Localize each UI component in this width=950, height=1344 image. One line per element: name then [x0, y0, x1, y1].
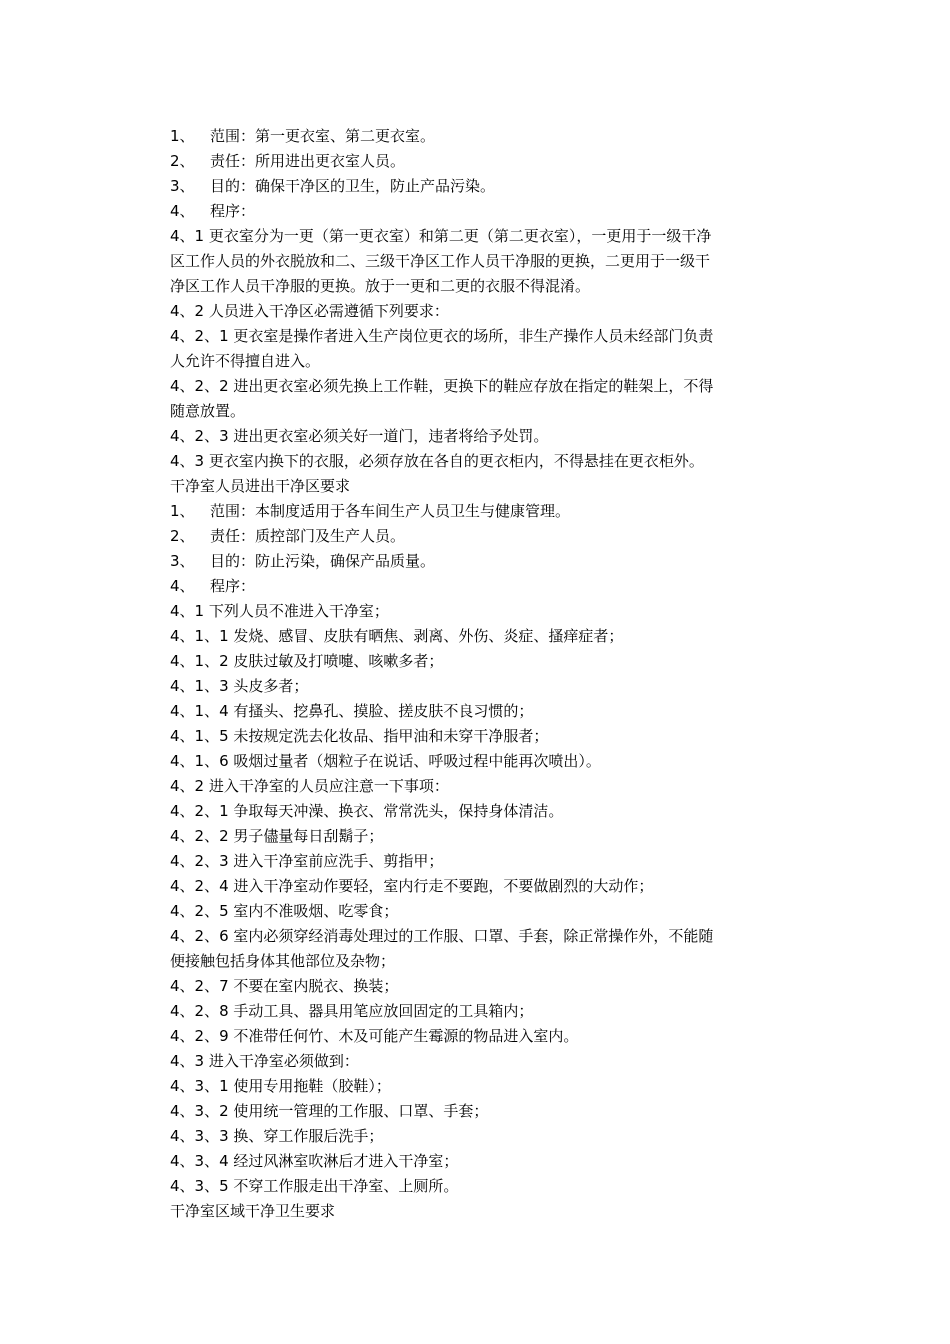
paragraph-line: 人允许不得擅自进入。 — [170, 352, 321, 370]
paragraph-line: 4、2、9 不准带任何竹、木及可能产生霉源的物品进入室内。 — [170, 1027, 579, 1045]
item-number: 1、 — [170, 502, 195, 520]
paragraph-line: 4、2、1 争取每天冲澡、换衣、常常洗头，保持身体清洁。 — [170, 802, 564, 820]
item-text: 责任：质控部门及生产人员。 — [210, 527, 406, 545]
paragraph-line: 4、2、7 不要在室内脱衣、换装； — [170, 977, 399, 995]
item-number: 1、 — [170, 127, 195, 145]
paragraph-line: 随意放置。 — [170, 402, 246, 420]
item-number: 2、 — [170, 152, 195, 170]
item-text: 目的：确保干净区的卫生，防止产品污染。 — [210, 177, 496, 195]
item-text: 目的：防止污染，确保产品质量。 — [210, 552, 436, 570]
paragraph-line: 4、1、4 有搔头、挖鼻孔、摸脸、搓皮肤不良习惯的； — [170, 702, 534, 720]
paragraph-line: 4、1、5 未按规定洗去化妆品、指甲油和未穿干净服者； — [170, 727, 549, 745]
paragraph-line: 4、3、4 经过风淋室吹淋后才进入干净室； — [170, 1152, 459, 1170]
list-item — [170, 549, 790, 574]
paragraph-line: 4、1、6 吸烟过量者（烟粒子在说话、呼吸过程中能再次喷出）。 — [170, 752, 601, 770]
item-number: 4、 — [170, 577, 195, 595]
item-text: 程序： — [210, 577, 256, 595]
paragraph-line: 4、1、2 皮肤过敏及打喷嚏、咳嗽多者； — [170, 652, 444, 670]
paragraph-line: 4、2、3 进出更衣室必须关好一道门，违者将给予处罚。 — [170, 427, 549, 445]
paragraph-line: 4、2、4 进入干净室动作要轻，室内行走不要跑，不要做剧烈的大动作； — [170, 877, 654, 895]
section-heading: 干净室人员进出干净区要求 — [170, 477, 351, 495]
paragraph-line: 4、2、2 进出更衣室必须先换上工作鞋，更换下的鞋应存放在指定的鞋架上，不得 — [170, 377, 714, 395]
list-item — [170, 574, 790, 599]
item-text: 范围：第一更衣室、第二更衣室。 — [210, 127, 436, 145]
list-item — [170, 174, 790, 199]
paragraph-line: 4、2 人员进入干净区必需遵循下列要求： — [170, 302, 449, 320]
section-cleanroom-personnel — [170, 499, 790, 1199]
item-number: 4、 — [170, 202, 195, 220]
list-item — [170, 124, 790, 149]
item-text: 责任：所用进出更衣室人员。 — [210, 152, 406, 170]
paragraph-line: 4、2、1 更衣室是操作者进入生产岗位更衣的场所，非生产操作人员未经部门负责 — [170, 327, 714, 345]
list-item — [170, 524, 790, 549]
paragraph-line: 4、1 更衣室分为一更（第一更衣室）和第二更（第二更衣室），一更用于一级干净 — [170, 227, 712, 245]
item-number: 2、 — [170, 527, 195, 545]
paragraph-line: 4、1、3 头皮多者； — [170, 677, 309, 695]
section-locker-room — [170, 124, 790, 474]
paragraph-line: 4、3 进入干净室必须做到： — [170, 1052, 359, 1070]
list-item — [170, 199, 790, 224]
paragraph-line: 4、3、2 使用统一管理的工作服、口罩、手套； — [170, 1102, 489, 1120]
paragraph-line: 4、2 进入干净室的人员应注意一下事项： — [170, 777, 449, 795]
paragraph-line: 4、3、1 使用专用拖鞋（胶鞋）； — [170, 1077, 391, 1095]
section-heading: 干净室区域干净卫生要求 — [170, 1202, 336, 1220]
list-item — [170, 499, 790, 524]
paragraph-line: 4、3、3 换、穿工作服后洗手； — [170, 1127, 384, 1145]
paragraph-line: 4、3 更衣室内换下的衣服，必须存放在各自的更衣柜内，不得悬挂在更衣柜外。 — [170, 452, 704, 470]
list-item — [170, 149, 790, 174]
paragraph-line: 4、2、3 进入干净室前应洗手、剪指甲； — [170, 852, 444, 870]
paragraph-line: 4、1 下列人员不准进入干净室； — [170, 602, 389, 620]
item-text: 范围：本制度适用于各车间生产人员卫生与健康管理。 — [210, 502, 571, 520]
paragraph-line: 4、3、5 不穿工作服走出干净室、上厕所。 — [170, 1177, 459, 1195]
paragraph-line: 便接触包括身体其他部位及杂物； — [170, 952, 396, 970]
item-number: 3、 — [170, 177, 195, 195]
paragraph-line: 4、2、8 手动工具、器具用笔应放回固定的工具箱内； — [170, 1002, 534, 1020]
paragraph-line: 净区工作人员干净服的更换。放于一更和二更的衣服不得混淆。 — [170, 277, 591, 295]
item-number: 3、 — [170, 552, 195, 570]
paragraph-line: 区工作人员的外衣脱放和二、三级干净区工作人员干净服的更换，二更用于一级干 — [170, 252, 711, 270]
item-text: 程序： — [210, 202, 256, 220]
paragraph-line: 4、2、2 男子儘量每日刮鬍子； — [170, 827, 384, 845]
paragraph-line: 4、1、1 发烧、感冒、皮肤有晒焦、剥离、外伤、炎症、搔痒症者； — [170, 627, 624, 645]
document-body — [170, 124, 790, 1224]
paragraph-line: 4、2、5 室内不准吸烟、吃零食； — [170, 902, 399, 920]
paragraph-line: 4、2、6 室内必须穿经消毒处理过的工作服、口罩、手套，除正常操作外，不能随 — [170, 927, 714, 945]
